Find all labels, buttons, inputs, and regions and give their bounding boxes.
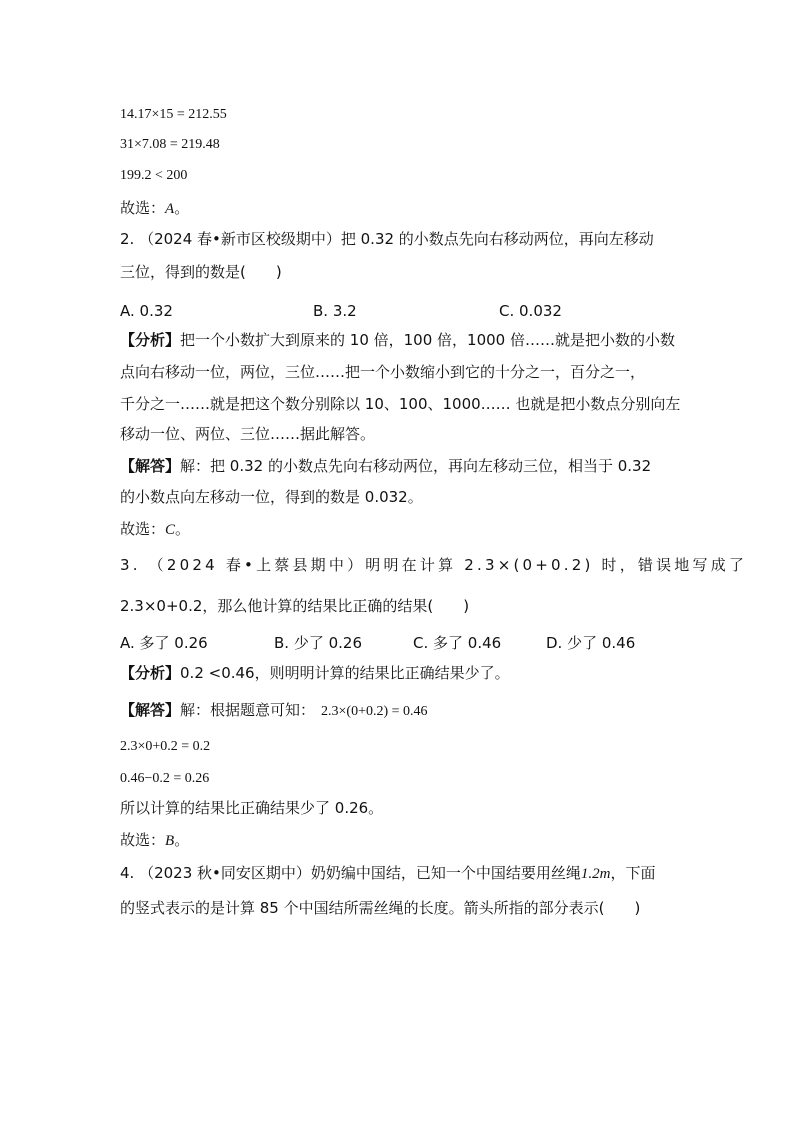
analysis-line: 点向右移动一位，两位，三位……把一个小数缩小到它的十分之一，百分之一， — [120, 363, 646, 381]
question-4-text-cont: ，下面 — [610, 864, 656, 882]
solution-line: 所以计算的结果比正确结果少了 0.26。 — [120, 799, 384, 817]
equation-line: 31×7.08 = 219.48 — [120, 137, 220, 152]
solution-line — [120, 700, 428, 722]
q2-option-c: C. 0.032 — [499, 302, 562, 320]
q3-option-c: C. 多了 0.46 — [413, 634, 502, 652]
question-4-text: 4. （2023 秋•同安区期中）奶奶编中国结，已知一个中国结要用丝绳 — [120, 864, 581, 882]
answer-suffix: 。 — [174, 831, 190, 849]
question-4-stem-cont: 的竖式表示的是计算 85 个中国结所需丝绳的长度。箭头所指的部分表示( ) — [120, 899, 641, 917]
analysis-line: 千分之一……就是把这个数分别除以 10、100、1000…… 也就是把小数点分别向左 — [120, 395, 681, 413]
analysis-line: 移动一位、两位、三位……据此解答。 — [120, 425, 376, 443]
equation-line: 0.46−0.2 = 0.26 — [120, 771, 210, 786]
question-4-stem — [120, 863, 655, 884]
answer-letter: A — [165, 201, 175, 217]
question-2-stem: 2. （2024 春•新市区校级期中）把 0.32 的小数点先向右移动两位，再向左移动 — [120, 230, 654, 248]
answer-prefix: 故选： — [120, 199, 166, 217]
equation-line: 14.17×15 = 212.55 — [120, 107, 227, 122]
answer-letter: B — [165, 833, 175, 849]
solution-line: 的小数点向左移动一位，得到的数是 0.032。 — [120, 488, 423, 506]
analysis-text: 把一个小数扩大到原来的 10 倍，100 倍，1000 倍……就是把小数的小数 — [180, 331, 675, 349]
question-4-quantity: 1.2m — [580, 866, 611, 882]
solution-text: 解：把 0.32 的小数点先向右移动两位，再向左移动三位，相当于 0.32 — [180, 457, 652, 475]
question-3-stem-cont: 2.3×0+0.2，那么他计算的结果比正确的结果( ) — [120, 597, 470, 615]
answer-prefix: 故选： — [120, 831, 166, 849]
analysis-tag: 【分析】 — [120, 664, 181, 682]
answer-line — [120, 198, 189, 219]
solution-line — [120, 456, 651, 476]
analysis-line — [120, 663, 510, 683]
solution-text: 解：根据题意可知： — [180, 701, 316, 719]
question-2-stem-cont: 三位，得到的数是( ) — [120, 263, 282, 281]
q3-option-d: D. 少了 0.46 — [546, 634, 636, 652]
answer-line — [120, 519, 190, 540]
analysis-text: 0.2 <0.46，则明明计算的结果比正确结果少了。 — [180, 664, 510, 682]
solution-tag: 【解答】 — [120, 457, 181, 475]
answer-suffix: 。 — [175, 520, 191, 538]
answer-prefix: 故选： — [120, 520, 166, 538]
q2-option-a: A. 0.32 — [120, 302, 173, 320]
q3-option-a: A. 多了 0.26 — [120, 634, 208, 652]
answer-letter: C — [165, 522, 176, 538]
analysis-line — [120, 330, 675, 350]
solution-tag: 【解答】 — [120, 701, 181, 719]
solution-equation: 2.3×(0+0.2) = 0.46 — [321, 704, 428, 719]
analysis-tag: 【分析】 — [120, 331, 181, 349]
equation-line: 2.3×0+0.2 = 0.2 — [120, 739, 211, 754]
q3-option-b: B. 少了 0.26 — [274, 634, 362, 652]
equation-line: 199.2 < 200 — [120, 168, 188, 183]
q2-option-b: B. 3.2 — [313, 302, 357, 320]
answer-line — [120, 830, 189, 851]
answer-suffix: 。 — [174, 199, 190, 217]
question-3-stem: 3. （2024 春•上蔡县期中）明明在计算 2.3×(0+0.2) 时，错误地写成了 — [120, 556, 748, 574]
